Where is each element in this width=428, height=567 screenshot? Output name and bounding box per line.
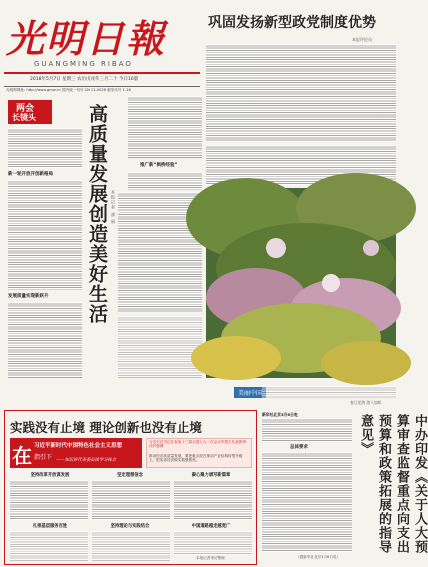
right-footer: （据新华社北京3月6日电） xyxy=(296,555,341,559)
quote-box-title: 习近平总书记在参加十三届全国人大一次会议内蒙古代表团审议时强调 xyxy=(149,440,247,449)
bottom-col-1-body xyxy=(10,480,88,520)
quote-box-text: 推动经济高质量发展，要把重点放在推动产业结构转型升级上，把实体经济做实做强做优。 xyxy=(149,454,243,463)
right-body-2 xyxy=(262,452,352,552)
feature-subhead: 推广新“枫桥经验” xyxy=(140,163,178,168)
feature-body-1 xyxy=(128,96,202,158)
lower-head-1: 扎根基层服务百姓 xyxy=(32,524,68,529)
bottom-col-2-lower xyxy=(92,531,170,561)
column-head-3: 凝心聚力谱写新篇章 xyxy=(191,473,231,478)
masthead-rule xyxy=(4,72,200,74)
photo-caption-lines xyxy=(262,386,396,398)
lower-head-3: 中国道路越走越宽广 xyxy=(191,524,231,529)
bottom-col-2-body xyxy=(92,480,170,520)
info-line: 光明网网址: http://www.gmw.cn 国内统一刊号 CN 11-0026 邮发代号 1-16 xyxy=(6,88,131,92)
right-body-1 xyxy=(262,418,352,442)
photo-tag: 美丽中国 xyxy=(234,387,266,398)
info-rule xyxy=(4,86,200,87)
masthead xyxy=(4,4,200,90)
logo-pinyin: GUANGMING RIBAO xyxy=(34,60,133,68)
two-sessions-label-top: 两会 xyxy=(16,104,35,114)
feature-title[interactable]: 高质量发展创造美好生活 xyxy=(86,104,108,324)
bottom-col-1-lower xyxy=(10,531,88,561)
feature-byline: 本报记者 潘 娟 xyxy=(111,190,116,225)
left-col-body-3 xyxy=(8,302,82,378)
bottom-caption-end: 本报记者采访整理 xyxy=(196,556,225,560)
date-line: 2018年5月7日 星期三 农历戊戌年三月二十 今日16版 xyxy=(30,77,139,82)
landscape-photo[interactable] xyxy=(206,188,396,378)
series-slogan: ——知识界代表委员谈学习体会 xyxy=(56,458,117,463)
lower-head-2: 坚持理论与实践结合 xyxy=(110,524,150,529)
feature-body-2 xyxy=(128,172,202,190)
column-head-1: 坚持改革开放谋发展 xyxy=(30,473,70,478)
feature-body-4 xyxy=(118,316,202,378)
top-headline[interactable]: 巩固发扬新型政党制度优势 xyxy=(208,15,376,31)
bottom-col-3-lower xyxy=(174,531,252,555)
left-subhead-1: 新一轮开放开创新格局 xyxy=(8,172,53,177)
left-col-body-1 xyxy=(8,128,82,168)
photo-illustration xyxy=(206,188,396,378)
newspaper-logo: 光明日報 xyxy=(6,16,167,61)
bottom-headline[interactable]: 实践没有止境 理论创新也没有止境 xyxy=(10,420,202,435)
photo-caption: 春日花海 游人如织 xyxy=(350,400,382,405)
top-article-body xyxy=(206,44,396,142)
right-subhead: 总体要求 xyxy=(290,445,308,450)
series-title: 习近平新时代中国特色社会主义思想 xyxy=(34,443,123,449)
left-subhead-2: 发展质量实现新跃升 xyxy=(8,294,49,299)
left-col-body-2 xyxy=(8,180,82,290)
series-sub: 指引下 xyxy=(34,454,53,461)
right-vertical-headline[interactable]: 中办印发《关于人大预算审查监督重点向支出预算和政策拓展的指导意见》 xyxy=(358,414,427,554)
column-head-2: 坚定理想信念 xyxy=(117,473,143,478)
series-char: 在 xyxy=(12,444,32,468)
bottom-col-3-body xyxy=(174,480,252,520)
two-sessions-label-bottom: 长镜头 xyxy=(12,113,36,122)
top-byline: 本报评论员 xyxy=(352,37,372,42)
right-intro: 新华社北京3月6日电 xyxy=(262,412,298,417)
